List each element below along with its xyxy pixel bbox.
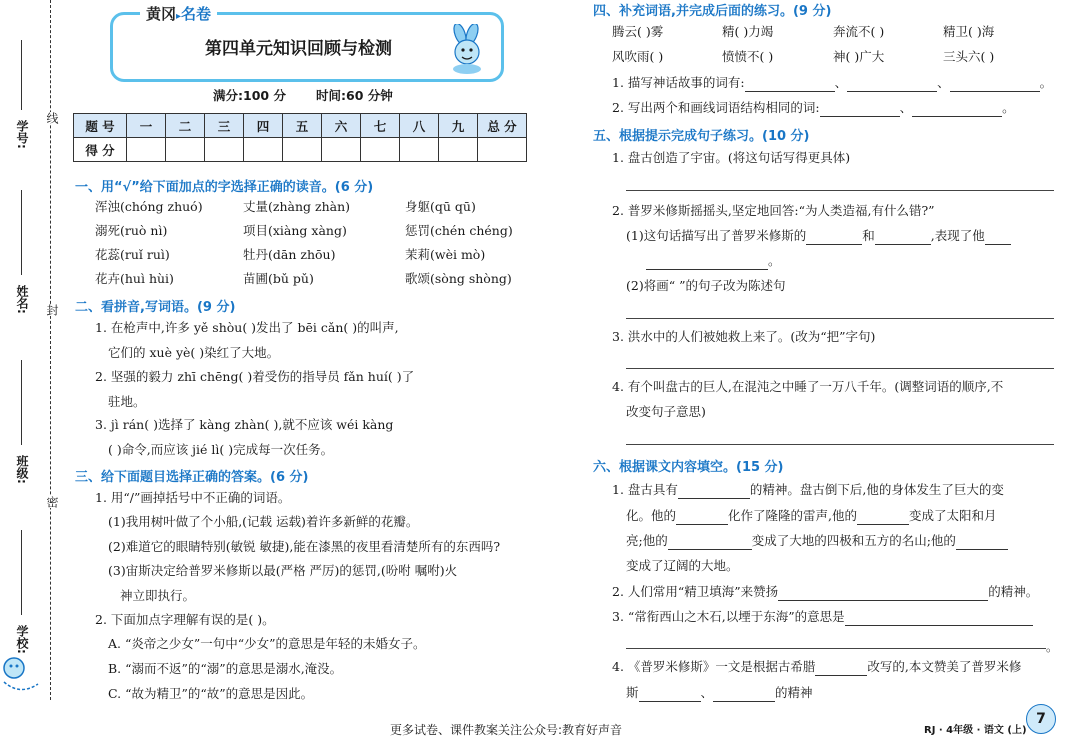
s3-line: 神立即执行。 xyxy=(120,588,196,603)
s5-question-4-cont: 改变句子意思) xyxy=(626,404,706,419)
s2-line: 它们的 xuè yè( )染红了大地。 xyxy=(108,345,280,360)
s6-q4-c: 斯 xyxy=(626,685,639,700)
answer-blank[interactable] xyxy=(778,586,988,601)
s1-item: 歌颂(sòng shòng) xyxy=(405,271,512,286)
s3-option: B. “溺而不返”的“溺”的意思是溺水,淹没。 xyxy=(108,661,343,676)
score-cell[interactable] xyxy=(322,138,361,162)
class-label: 班级: xyxy=(15,455,29,484)
brand-part2: 名卷 xyxy=(181,5,212,23)
section-5-title: 五、根据提示完成句子练习。(10 分) xyxy=(593,129,810,144)
score-header-cell: 九 xyxy=(439,114,478,138)
s6-question-3 xyxy=(612,608,1033,626)
school-label: 学校: xyxy=(15,625,29,654)
answer-blank[interactable] xyxy=(912,102,1002,117)
s2-line: 2. 坚强的毅力 zhī chēng( )着受伤的指导员 fǎn huí( )了 xyxy=(95,369,415,384)
answer-blank[interactable] xyxy=(815,661,867,676)
score-table-value-row xyxy=(74,138,527,162)
s2-line: 1. 在枪声中,许多 yě shòu( )发出了 bēi cǎn( )的叫声, xyxy=(95,320,399,335)
s4-word: 神( )广大 xyxy=(833,49,885,64)
s5-q2a-mid: 和 xyxy=(862,228,875,243)
s4-q2-text: 2. 写出两个和画线词语结构相同的词: xyxy=(612,100,820,115)
s3-line: 2. 下面加点字理解有误的是( )。 xyxy=(95,612,275,627)
score-header-cell: 六 xyxy=(322,114,361,138)
s6-q4-b: 改写的,本文赞美了普罗米修 xyxy=(867,659,1022,674)
score-header-cell: 四 xyxy=(244,114,283,138)
rabbit-mascot-icon xyxy=(440,24,494,74)
s1-item: 惩罚(chén chéng) xyxy=(405,223,513,238)
score-table-header-row xyxy=(74,114,527,138)
s5-question-1: 1. 盘古创造了宇宙。(将这句话写得更具体) xyxy=(612,150,851,165)
s6-q2-a: 2. 人们常用“精卫填海”来赞扬 xyxy=(612,584,779,599)
seal-mark-line: 线 xyxy=(45,112,59,124)
answer-line[interactable] xyxy=(626,318,1054,319)
class-line xyxy=(21,360,22,445)
answer-blank[interactable] xyxy=(639,687,701,702)
s6-question-1-cont: 变成了辽阔的大地。 xyxy=(626,558,739,573)
page-number: 7 xyxy=(1036,711,1046,727)
score-header-cell: 八 xyxy=(400,114,439,138)
student-id-line xyxy=(21,40,22,110)
s1-item: 花蕊(ruǐ ruì) xyxy=(95,247,170,262)
page-title: 第四单元知识回顾与检测 xyxy=(205,39,392,59)
brand-part1: 黄冈 xyxy=(146,5,177,23)
score-header-cell: 一 xyxy=(127,114,166,138)
answer-blank[interactable] xyxy=(713,687,775,702)
s3-line: (3)宙斯决定给普罗米修斯以最(严格 严厉)的惩罚,(吩咐 嘱咐)火 xyxy=(108,563,458,578)
answer-blank[interactable] xyxy=(676,510,728,525)
s5-q2a-text: (1)这句话描写出了普罗米修斯的 xyxy=(626,228,807,243)
s6-question-2 xyxy=(612,583,1038,601)
section-3-title: 三、给下面题目选择正确的答案。(6 分) xyxy=(75,470,309,485)
answer-blank[interactable] xyxy=(875,230,931,245)
s4-word: 奔流不( ) xyxy=(833,24,885,39)
section-4-title: 四、补充词语,并完成后面的练习。(9 分) xyxy=(593,4,832,19)
s1-item: 花卉(huì hùi) xyxy=(95,271,174,286)
s6-q1-e: 变成了太阳和月 xyxy=(909,508,997,523)
score-cell[interactable] xyxy=(400,138,439,162)
s6-q4-d: 、 xyxy=(700,685,714,700)
answer-blank[interactable] xyxy=(985,230,1011,245)
s5-question-3: 3. 洪水中的人们被她救上来了。(改为“把”字句) xyxy=(612,329,876,344)
score-header-cell: 总 分 xyxy=(478,114,527,138)
s4-word: 三头六( ) xyxy=(943,49,995,64)
score-table xyxy=(73,113,527,162)
answer-line[interactable] xyxy=(626,368,1054,369)
full-score: 满分:100 分 xyxy=(213,88,286,103)
s1-item: 身躯(qū qū) xyxy=(405,199,476,214)
answer-line[interactable] xyxy=(626,190,1054,191)
s6-q4-a: 4. 《普罗米修斯》一文是根据古希腊 xyxy=(612,659,816,674)
brand-logo-separator: ▸ xyxy=(176,11,182,22)
answer-blank[interactable] xyxy=(847,77,937,92)
score-header-cell: 题 号 xyxy=(74,114,127,138)
answer-blank[interactable] xyxy=(820,102,900,117)
s5-question-4: 4. 有个叫盘古的巨人,在混沌之中睡了一万八千年。(调整词语的顺序,不 xyxy=(612,379,1004,394)
answer-blank[interactable] xyxy=(745,77,835,92)
s4-word: 风吹雨( ) xyxy=(612,49,664,64)
school-line xyxy=(21,530,22,615)
answer-blank[interactable] xyxy=(806,230,862,245)
answer-blank[interactable] xyxy=(857,510,909,525)
s4-question-2: 2. 写出两个和画线词语结构相同的词: 、 。 xyxy=(612,100,1015,115)
s5-q2a-end: ,表现了他 xyxy=(930,228,985,243)
s6-question-4 xyxy=(612,658,1021,676)
section-2-title: 二、看拼音,写词语。(9 分) xyxy=(75,300,236,315)
s6-q1-g: 变成了大地的四极和五方的名山;他的 xyxy=(751,533,956,548)
s1-item: 浑浊(chóng zhuó) xyxy=(95,199,203,214)
answer-line[interactable] xyxy=(626,648,1046,649)
s1-item: 丈量(zhàng zhàn) xyxy=(243,199,351,214)
s6-q1-a: 1. 盘古具有 xyxy=(612,482,678,497)
s5-question-2a-cont: 。 xyxy=(646,252,781,270)
s4-q1-text: 1. 描写神话故事的词有: xyxy=(612,75,745,90)
score-cell[interactable] xyxy=(244,138,283,162)
s5-question-2b: (2)将画“ ”的句子改为陈述句 xyxy=(626,278,786,293)
s4-word: 精卫( )海 xyxy=(943,24,995,39)
page-number-badge xyxy=(1026,704,1056,734)
answer-blank[interactable] xyxy=(668,535,752,550)
score-row-label: 得 分 xyxy=(74,138,127,162)
answer-blank[interactable] xyxy=(646,255,768,270)
score-cell[interactable] xyxy=(166,138,205,162)
s6-q1-b: 的精神。盘古倒下后,他的身体发生了巨大的变 xyxy=(749,482,1004,497)
score-cell[interactable] xyxy=(361,138,400,162)
s4-question-1: 1. 描写神话故事的词有: 、 、 。 xyxy=(612,75,1053,90)
score-cell[interactable] xyxy=(478,138,527,162)
name-line xyxy=(21,190,22,275)
s1-item: 苗圃(bǔ pǔ) xyxy=(243,271,314,286)
score-header-cell: 七 xyxy=(361,114,400,138)
s1-item: 项目(xiàng xàng) xyxy=(243,223,347,238)
score-header-cell: 五 xyxy=(283,114,322,138)
answer-blank[interactable] xyxy=(845,611,1033,626)
s5-question-2a xyxy=(626,227,1011,245)
s3-line: (1)我用树叶做了个小船,(记载 运载)着许多新鲜的花瓣。 xyxy=(108,514,419,529)
seal-mark-close: 密 xyxy=(45,496,59,508)
s6-question-1-cont xyxy=(626,532,1008,550)
s2-line: 驻地。 xyxy=(108,394,146,409)
s6-question-1-cont xyxy=(626,507,997,525)
score-cell[interactable] xyxy=(439,138,478,162)
s3-option: C. “故为精卫”的“故”的意思是因此。 xyxy=(108,686,314,701)
s1-item: 茉莉(wèi mò) xyxy=(405,247,486,262)
s5-question-2: 2. 普罗米修斯摇摇头,坚定地回答:“为人类造福,有什么错?” xyxy=(612,203,935,218)
s6-q1-f: 亮;他的 xyxy=(626,533,668,548)
seal-mark-seal: 封 xyxy=(45,304,59,316)
score-cell[interactable] xyxy=(205,138,244,162)
score-header-cell: 二 xyxy=(166,114,205,138)
answer-blank[interactable] xyxy=(678,484,750,499)
footer-promo: 更多试卷、课件教案关注公众号:教育好声音 xyxy=(390,723,623,737)
s6-q1-c: 化。他的 xyxy=(626,508,677,523)
s6-q2-b: 的精神。 xyxy=(988,584,1039,599)
footer-grade: RJ · 4年级 · 语文 (上) xyxy=(924,725,1027,736)
answer-blank[interactable] xyxy=(956,535,1008,550)
student-id-label: 学号: xyxy=(15,120,29,149)
name-label: 姓名: xyxy=(15,285,29,314)
binding-dashed-line xyxy=(50,0,51,700)
s2-line: 3. jì rán( )选择了 kàng zhàn( ),就不应该 wéi kàng xyxy=(95,417,394,432)
s3-option: A. “炎帝之少女”一句中“少女”的意思是年轻的未婚女子。 xyxy=(108,636,426,651)
time-limit: 时间:60 分钟 xyxy=(316,88,393,103)
answer-blank[interactable] xyxy=(950,77,1040,92)
s1-item: 溺死(ruò nì) xyxy=(95,223,168,238)
s4-word: 腾云( )雾 xyxy=(612,24,664,39)
s2-line: ( )命令,而应该 jié lì( )完成每一次任务。 xyxy=(108,442,334,457)
s4-word: 精( )力竭 xyxy=(722,24,774,39)
answer-line-end: 。 xyxy=(1046,640,1059,654)
s4-word: 愤愤不( ) xyxy=(722,49,774,64)
s6-q3-text: 3. “常衔西山之木石,以堙于东海”的意思是 xyxy=(612,609,845,624)
s3-line: 1. 用“/”画掉括号中不正确的词语。 xyxy=(95,490,291,505)
s3-line: (2)难道它的眼睛特别(敏锐 敏捷),能在漆黑的夜里看清楚所有的东西吗? xyxy=(108,539,501,554)
s6-question-4-cont xyxy=(626,684,813,702)
brand-logo xyxy=(140,3,217,25)
s6-question-1 xyxy=(612,481,1004,499)
section-6-title: 六、根据课文内容填空。(15 分) xyxy=(593,460,784,475)
answer-line[interactable] xyxy=(626,444,1054,445)
section-1-title: 一、用“√”给下面加点的字选择正确的读音。(6 分) xyxy=(75,180,374,195)
score-header-cell: 三 xyxy=(205,114,244,138)
score-cell[interactable] xyxy=(283,138,322,162)
s6-q4-e: 的精神 xyxy=(775,685,813,700)
score-cell[interactable] xyxy=(127,138,166,162)
mascot-decoration-icon xyxy=(0,648,44,698)
s1-item: 牡丹(dān zhōu) xyxy=(243,247,336,262)
s6-q1-d: 化作了隆隆的雷声,他的 xyxy=(728,508,857,523)
